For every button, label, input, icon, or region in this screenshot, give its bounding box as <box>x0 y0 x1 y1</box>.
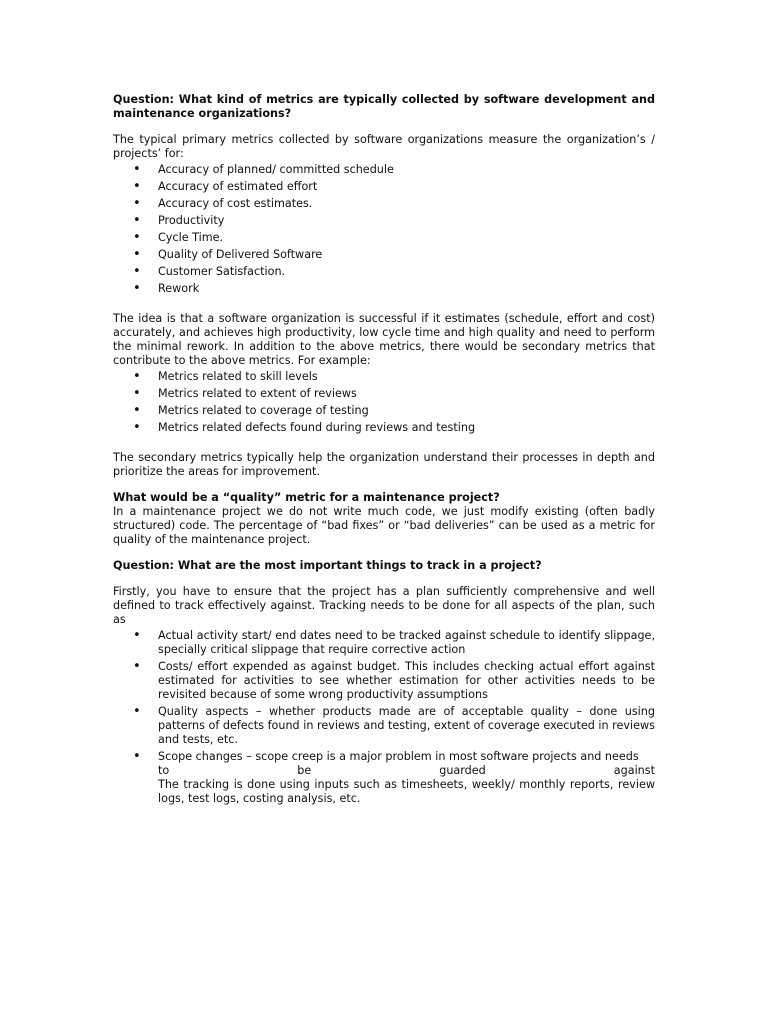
tracking-intro: Firstly, you have to ensure that the project has a plan sufficiently comprehensive and well defined to track effectively against. Tracking needs to be done for all aspects of the plan, such as <box>113 585 655 626</box>
word: be <box>297 764 312 777</box>
list-item: • Metrics related to coverage of testing <box>113 404 655 418</box>
list-item: • Accuracy of planned/ committed schedule <box>113 163 655 177</box>
list-item: • Costs/ effort expended as against budget. This includes checking actual effort against estimated for activities to see whether estimation for other activities needs to be revisited because of some wrong productivity assumptions <box>113 660 655 702</box>
question-2: Question: What are the most important things to track in a project? <box>113 559 542 572</box>
paragraph-3: The secondary metrics typically help the organization understand their processes in depth and prioritize the areas for improvement. <box>113 451 655 478</box>
list-item: • Metrics related defects found during reviews and testing <box>113 421 655 435</box>
word: against <box>613 764 655 777</box>
intro-paragraph-1: The typical primary metrics collected by software organizations measure the organization’s / projects’ for: <box>113 133 655 160</box>
list-item: • Quality aspects – whether products made are of acceptable quality – done using patterns of defects found in reviews and testing, extent of coverage executed in reviews and tests, etc. <box>113 705 655 747</box>
list-item: • Metrics related to skill levels <box>113 370 655 384</box>
document-page <box>113 93 655 809</box>
primary-metrics-list <box>113 163 655 296</box>
list-item: • Cycle Time. <box>113 231 655 245</box>
paragraph-2: The idea is that a software organization is successful if it estimates (schedule, effort and cost) accurately, and achieves high productivity, low cycle time and high quality and need to perform the minimal rework. In addition to the above metrics, there would be secondary metrics that contribute to the above metrics. For example: <box>113 312 655 367</box>
list-item: • Customer Satisfaction. <box>113 265 655 279</box>
list-item: • Rework <box>113 282 655 296</box>
quality-metric-heading: What would be a “quality” metric for a maintenance project? <box>113 491 500 504</box>
scope-line-2 <box>158 764 655 778</box>
list-item: • Quality of Delivered Software <box>113 248 655 262</box>
word: to <box>158 764 170 777</box>
list-item: • Accuracy of cost estimates. <box>113 197 655 211</box>
secondary-metrics-list <box>113 370 655 435</box>
list-item <box>113 750 655 806</box>
list-item: • Metrics related to extent of reviews <box>113 387 655 401</box>
list-item: • Actual activity start/ end dates need to be tracked against schedule to identify slippage, specially critical slippage that require corrective action <box>113 629 655 657</box>
word: guarded <box>439 764 486 777</box>
scope-line-tail: The tracking is done using inputs such as timesheets, weekly/ monthly reports, review logs, test logs, costing analysis, etc. <box>158 778 655 805</box>
question-1: Question: What kind of metrics are typically collected by software development and maintenance organizations? <box>113 93 655 120</box>
list-item: • Productivity <box>113 214 655 228</box>
scope-line-1: • Scope changes – scope creep is a major problem in most software projects and needs <box>158 750 639 763</box>
list-item: • Accuracy of estimated effort <box>113 180 655 194</box>
quality-metric-body: In a maintenance project we do not write much code, we just modify existing (often badly structured) code. The percentage of “bad fixes” or “bad deliveries” can be used as a metric for quality of the maintenance project. <box>113 505 655 546</box>
tracking-list <box>113 629 655 806</box>
